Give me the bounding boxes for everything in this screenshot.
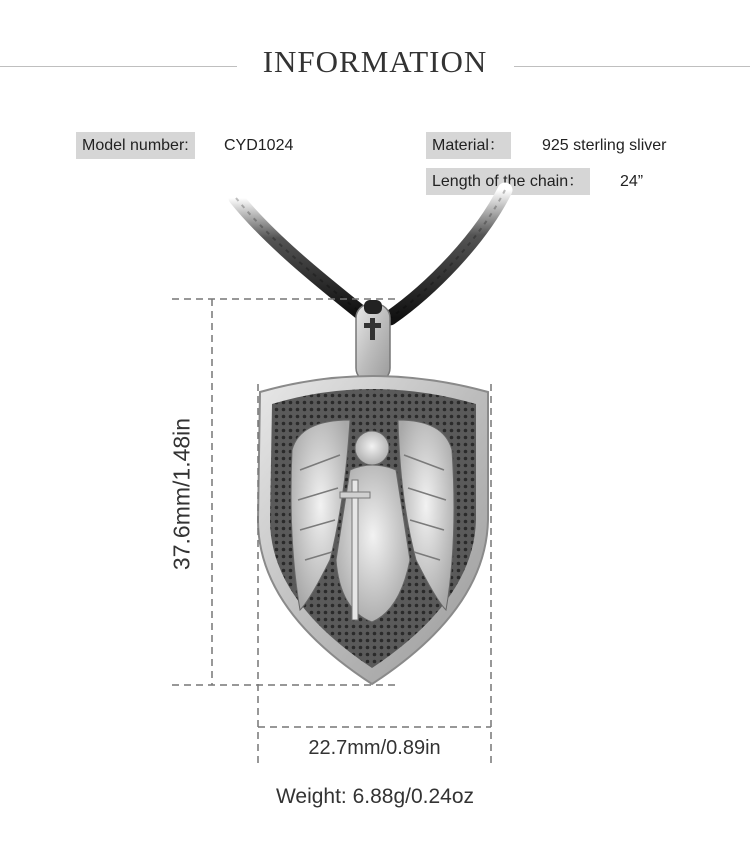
chain-length-value: 24”	[620, 173, 644, 190]
bail-graphic	[356, 300, 390, 382]
chain-length-label: Length of the chain：	[426, 168, 590, 195]
shield-graphic	[258, 376, 488, 684]
material-label: Material：	[426, 132, 511, 159]
width-dimension-label: 22.7mm/0.89in	[308, 737, 441, 759]
material-value: 925 sterling sliver	[542, 137, 667, 154]
model-number-label: Model number:	[76, 132, 195, 159]
page-title: INFORMATION	[262, 44, 488, 79]
model-number-value: CYD1024	[224, 137, 294, 154]
weight-label: Weight: 6.88g/0.24oz	[275, 785, 475, 808]
height-dimension-label: 37.6mm/1.48in	[168, 417, 195, 571]
